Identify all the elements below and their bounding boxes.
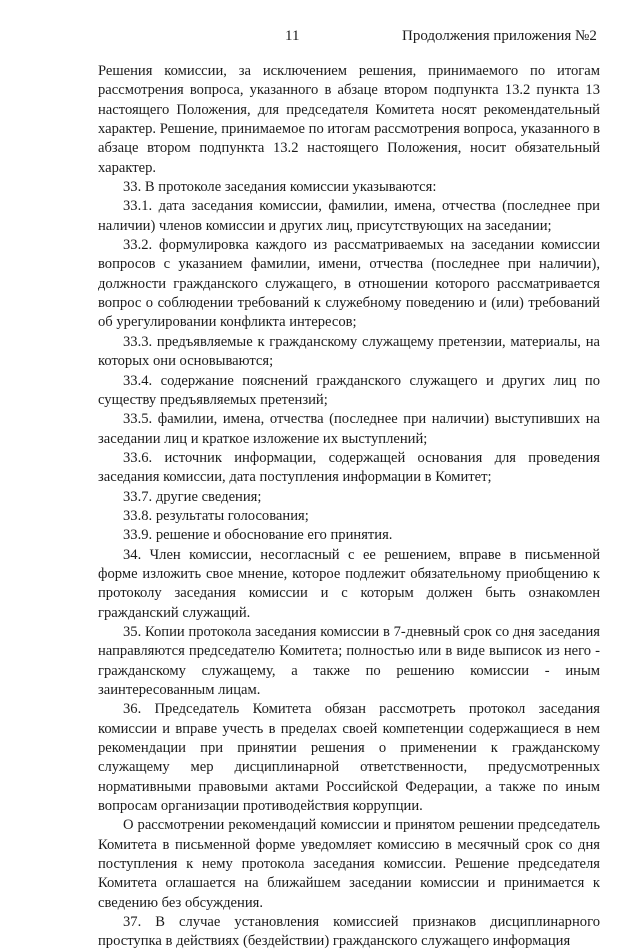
paragraph: 33.3. предъявляемые к гражданскому служащему претензии, материалы, на которых они основываются; bbox=[98, 333, 600, 370]
paragraph: 33.9. решение и обоснование его принятия. bbox=[123, 527, 393, 544]
paragraph: 33.6. источник информации, содержащей основания для проведения заседания комиссии, дата поступления информации в Комитет; bbox=[98, 449, 600, 486]
document-body bbox=[98, 62, 600, 952]
paragraph: 33.2. формулировка каждого из рассматриваемых на заседании комиссии вопросов с указанием фамилии, имени, отчества (последнее при наличии), должности гражданского служащего, в отношении которого рассматривается вопрос о соблюдении требований к служебному поведению и (или) требований об урегулировании конфликта интересов; bbox=[98, 237, 600, 331]
paragraph: 33.8. результаты голосования; bbox=[123, 507, 309, 524]
paragraph: О рассмотрении рекомендаций комиссии и принятом решении председатель Комитета в письменной форме уведомляет комиссию в месячный срок со дня поступления к нему протокола заседания комиссии. Решение председателя Комитета оглашается на ближайшем заседании комиссии и принимается к сведению без обсуждения. bbox=[98, 817, 600, 911]
paragraph: 33.4. содержание пояснений гражданского служащего и других лиц по существу предъявляемых претензий; bbox=[98, 372, 600, 408]
paragraph: 36. Председатель Комитета обязан рассмотреть протокол заседания комиссии и вправе учесть в пределах своей компетенции содержащиеся в нем рекомендации при принятии решения о применении к гражданскому служащему мер дисциплинарной ответственности, предусмотренных нормативными правовыми актами Российской Федерации, а также по иным вопросам организации противодействия коррупции. bbox=[98, 701, 600, 815]
paragraph: 33.1. дата заседания комиссии, фамилии, имена, отчества (последнее при наличии) членов комиссии и других лиц, присутствующих на заседании; bbox=[98, 198, 600, 234]
page-number: 11 bbox=[285, 28, 300, 44]
paragraph: 34. Член комиссии, несогласный с ее решением, вправе в письменной форме изложить свое мнение, которое подлежит обязательному приобщению к протоколу заседания комиссии и с которым должен быть ознакомлен гражданский служащий. bbox=[98, 546, 600, 621]
paragraph: 33.7. другие сведения; bbox=[123, 488, 262, 505]
paragraph: Решения комиссии, за исключением решения, принимаемого по итогам рассмотрения вопроса, указанного в абзаце втором подпункта 13.2 пункта 13 настоящего Положения, для председателя Комитета носят рекомендательный характер. Решение, принимаемое по итогам рассмотрения вопроса, указанного в абзаце втором подпункта 13.2 настоящего Положения, носит обязательный характер. bbox=[98, 63, 600, 176]
running-head: Продолжения приложения №2 bbox=[402, 28, 597, 44]
paragraph: 33.5. фамилии, имена, отчества (последнее при наличии) выступивших на заседании лиц и краткое изложение их выступлений; bbox=[98, 411, 600, 447]
paragraph: 33. В протоколе заседания комиссии указываются: bbox=[123, 179, 437, 196]
paragraph: 35. Копии протокола заседания комиссии в 7-дневный срок со дня заседания направляются председателю Комитета; полностью или в виде выписок из него - гражданскому служащему, а также по решению комиссии - иным заинтересованным лицам. bbox=[98, 623, 600, 698]
paragraph: 37. В случае установления комиссией признаков дисциплинарного проступка в действиях (бездействии) гражданского служащего информация bbox=[98, 914, 600, 950]
